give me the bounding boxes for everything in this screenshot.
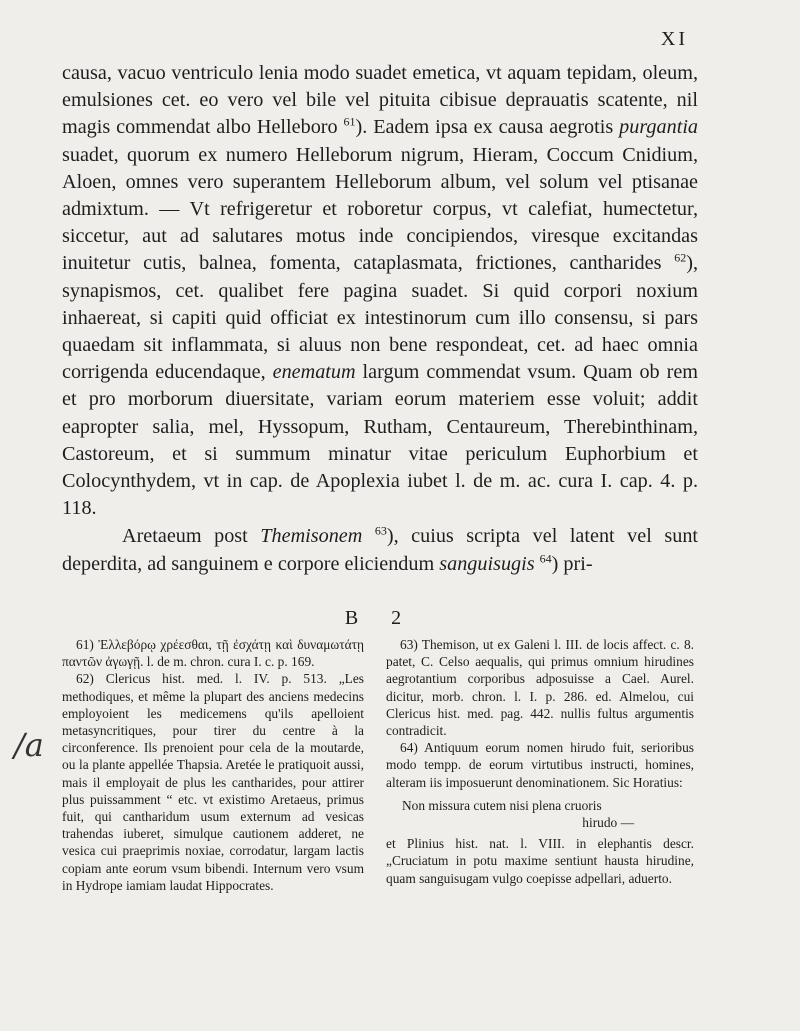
- footnote-ref-63: 63: [374, 523, 387, 538]
- verse-line-1: Non missura cutem nisi plena cruoris: [402, 797, 602, 813]
- margin-annotation: /a: [14, 726, 44, 764]
- footnote-63: 63) Themison, ut ex Galeni l. III. de locis affect. c. 8. patet, C. Celso aequalis, qui primus omnium hirudines aegrotantium corporibus adposuisse a Cael. Aurel. dicitur, morb. chron. l. I. p. 286. ed. Almelou, cui Clericus hist. med. pag. 442. nullis fultus argumentis contradicit.: [386, 637, 694, 739]
- paragraph-1: causa, vacuo ventriculo lenia modo suadet emetica, vt aquam tepidam, oleum, emulsiones cet. eo vero vel bile vel pituita cibisue deprauatis scatente, nil magis commendat albo Helleboro $^{61}$). Eadem ipsa ex causa aegrotis purgantia suadet, quorum ex numero Helleborum nigrum, Hieram, Coccum Cnidium, Aloen, omnes vero superantem Helleborum album, vel solum vel ptisanae admixtum. — Vt refrigeretur et roboretur corpus, vt calefiat, humectetur, siccetur, aut ad salutares motus inde concipiendos, viresque excitandas inuitetur cutis, balnea, fomenta, cataplasmata, frictiones, cantharides $^{62}$), synapismos, cet. qualibet fere pagina suadet. Si quid corpori noxium inhaereat, si capiti quid officiat ex intestinorum cum illo consensu, si pars quaedam sit inflammata, si aluus non bene respondeat, cet. ad haec omnia corrigenda educendaque, enematum largum commendat vsum. Quam ob rem et pro morborum diuersitate, variam eorum materiem esse voluit; addit eapropter salia, mel, Hyssopum, Rutham, Centaureum, Therebinthinam, Castoreum, et si summum minatur vitae periculum Euphorbium et Colocynthydem, vt in cap. de Apoplexia iubet l. de m. ac. cura I. cap. 4. p. 118.: [62, 62, 699, 520]
- signature-mark: B 2: [344, 607, 416, 629]
- footnote-ref-61: 61: [343, 114, 356, 129]
- footnote-64: 64) Antiquum eorum nomen hirudo fuit, serioribus modo tempp. de eorum virtutibus instructi, homines, alteram iis imposuerunt denominationem. Sic Horatius:: [386, 740, 694, 790]
- footnote-ref-62: 62: [674, 250, 687, 265]
- verse-line-2: hirudo —: [582, 815, 634, 831]
- footnote-62: 62) Clericus hist. med. l. IV. p. 513. „Les methodiques, et même la plupart des anciens medecins employoient les medicemens qu'ils apelloient metasyncritiques, pour tirer du centre à la circonference. Ils prenoient pour cela de la moutarde, ou la plante appellée Thapsia. Aretée le pratiquoit aussi, mais il employait de plus les cantharides, pour attirer plus puissamment “ etc. vt existimo Aretaeus, primus fuit, qui cantharidum usum externum ad vesicas trahendas iuberet, simulque cautionem adderet, ne vesica cui praeprimis noxiae, corrodatur, largam lactis copiam ante eorum vsum bibendi. Internum vero vsum in Hydrope iamiam laudat Hippocrates.: [62, 671, 364, 893]
- footnotes-right-column: [386, 636, 694, 887]
- footnote-64-continued: et Plinius hist. nat. l. VIII. in elephantis descr. „Cruciatum in potu maxime sentiunt hausta hirudine, quam sanguisugam vulgo coepisse adpellari, aduerto.: [386, 836, 694, 886]
- footnote-61: 61) Ἐλλεβόρῳ χρέεσθαι, τῇ ἐσχάτῃ καὶ δυναμωτάτῃ παντῶν ἀγωγῇ. l. de m. chron. cura I. c. p. 169.: [62, 637, 364, 670]
- footnote-ref-64: 64: [539, 550, 552, 565]
- page-number: XI: [660, 28, 688, 50]
- main-text-block: [62, 60, 699, 629]
- footnotes-left-column: [62, 636, 364, 894]
- paragraph-2: Aretaeum post Themisonem $^{63}$), cuius scripta vel latent vel sunt deperdita, ad sanguinem e corpore eliciendum sanguisugis $^{64}$) pri-: [62, 523, 699, 575]
